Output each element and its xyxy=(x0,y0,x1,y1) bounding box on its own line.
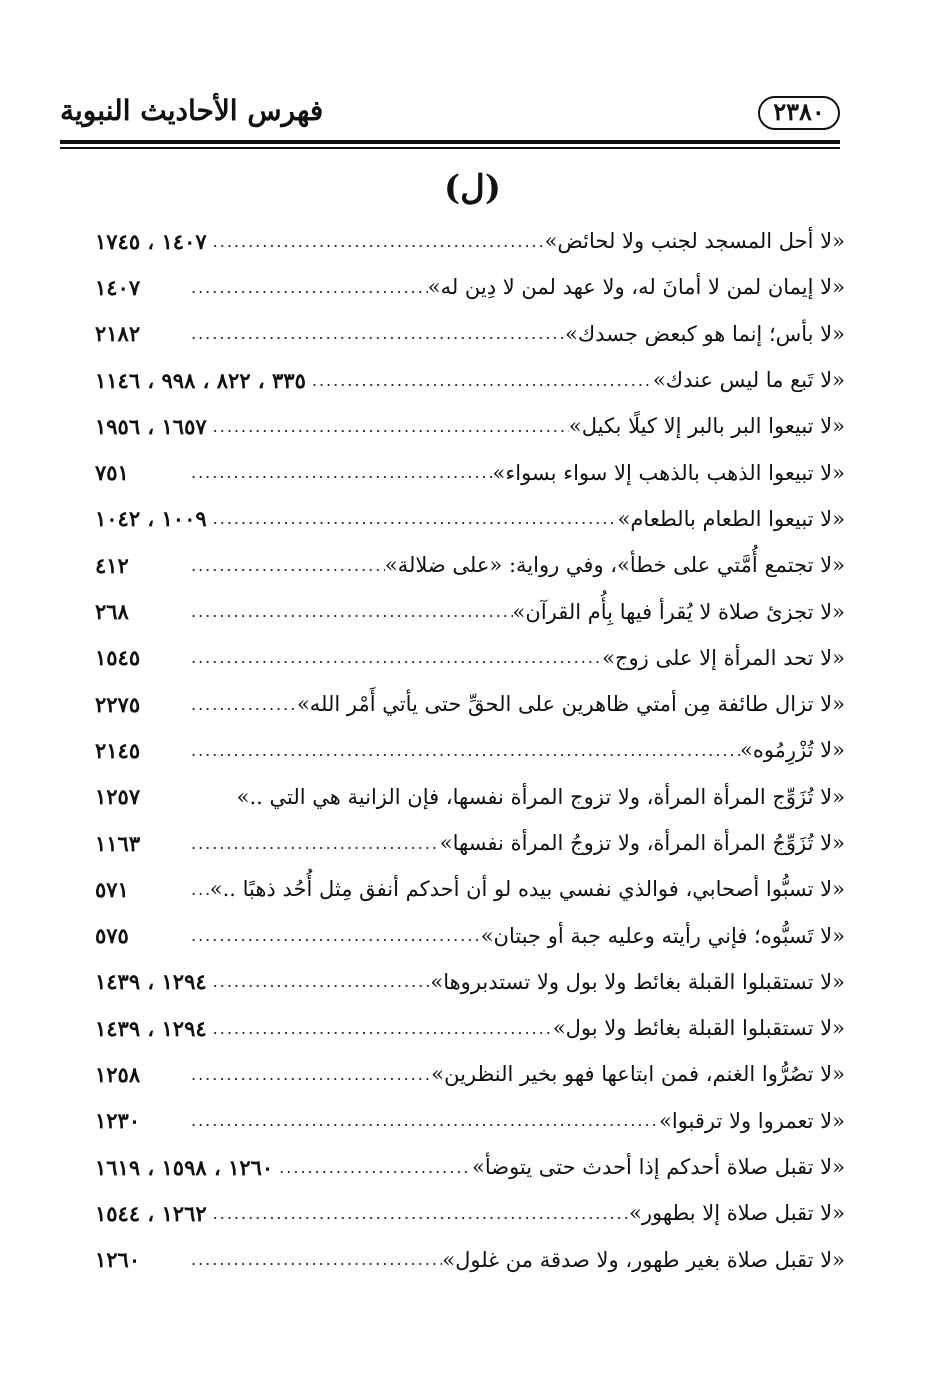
hadith-text: «لا تستقبلوا القبلة بغائط ولا بول ولا تستدبروها» xyxy=(430,969,845,994)
page-references: ١٢٥٧ xyxy=(95,784,141,810)
page-references: ١٢٣٠ xyxy=(95,1108,141,1134)
hadith-text: «لا تزال طائفة مِن أمتي ظاهرين على الحقِّ حتى يأتي أَمْر الله» xyxy=(296,692,845,717)
index-entry xyxy=(95,357,845,403)
index-entry xyxy=(95,866,845,912)
index-entry xyxy=(95,264,845,310)
hadith-text: «لا تجتمع أُمَّتي على خطأ»، وفي رواية: «على ضلالة» xyxy=(384,553,845,578)
hadith-text: «لا تقبل صلاة إلا بطهور» xyxy=(629,1201,845,1226)
leader-dots xyxy=(185,463,493,482)
hadith-text: «لا تُزَوِّجُ المرأة المرأة، ولا تزوجُ المرأة نفسها» xyxy=(439,831,845,855)
hadith-text: «لا تقبل صلاة بغير طهور، ولا صدقة من غلول» xyxy=(442,1247,845,1272)
index-entry xyxy=(95,774,845,820)
page-header xyxy=(60,92,840,142)
hadith-text: «لا تُزْرِمُوه» xyxy=(739,738,845,763)
index-entry xyxy=(95,635,845,681)
page-references: ٥٧١ xyxy=(95,876,129,902)
hadith-text: «لا بأس؛ إنما هو كبعض جسدك» xyxy=(565,321,845,346)
page-references: ١٢٥٨ xyxy=(95,1061,141,1087)
index-entry xyxy=(95,218,845,264)
leader-dots xyxy=(207,509,618,528)
hadith-text: «لا تبيعوا البر بالبر إلا كيلًا بكيل» xyxy=(568,414,845,439)
hadith-text: «لا تجزئ صلاة لا يُقرأ فيها بِأُم القرآن» xyxy=(512,599,845,624)
hadith-text: «لا تعمروا ولا ترقبوا» xyxy=(659,1108,845,1133)
hadith-text: «لا تُزَوِّج المرأة المرأة، ولا تزوج المرأة نفسها، فإن الزانية هي التي ..» xyxy=(236,784,845,809)
index-entry xyxy=(95,542,845,588)
leader-dots xyxy=(185,741,740,760)
page-references: ٢١٨٢ xyxy=(95,321,141,347)
index-entry xyxy=(95,1190,845,1236)
hadith-index-list xyxy=(95,218,845,1283)
hadith-text: «لا أحل المسجد لجنب ولا لحائض» xyxy=(544,229,845,254)
leader-dots xyxy=(207,417,569,436)
index-entry xyxy=(95,1237,845,1283)
leader-dots xyxy=(185,556,385,575)
page-references: ٢٢٧٥ xyxy=(95,691,141,717)
leader-dots xyxy=(185,1065,431,1084)
leader-dots xyxy=(185,1111,659,1130)
page-references: ١٠٠٩ ، ١٠٤٢ xyxy=(95,506,207,532)
page-references: ١٥٤٥ xyxy=(95,645,141,671)
leader-dots xyxy=(185,1250,442,1269)
leader-dots xyxy=(207,1019,553,1038)
index-entry xyxy=(95,1005,845,1051)
page-number-badge: ٢٣٨٠ xyxy=(758,96,840,130)
leader-dots xyxy=(185,324,565,343)
leader-dots xyxy=(185,880,210,899)
page-references: ١٢٦٢ ، ١٥٤٤ xyxy=(95,1200,207,1226)
index-entry xyxy=(95,588,845,634)
page-references: ٢١٤٥ xyxy=(95,737,141,763)
page-references: ١٤٠٧ ، ١٧٤٥ xyxy=(95,228,207,254)
index-entry xyxy=(95,681,845,727)
page-references: ١٢٩٤ ، ١٤٣٩ xyxy=(95,1015,207,1041)
page-references: ٢٦٨ xyxy=(95,599,129,625)
leader-dots xyxy=(185,834,440,853)
page-references: ١٦٥٧ ، ١٩٥٦ xyxy=(95,413,207,439)
leader-dots xyxy=(207,1204,629,1223)
page-references: ١٢٦٠ ، ١٥٩٨ ، ١٦١٩ xyxy=(95,1154,274,1180)
index-entry xyxy=(95,1051,845,1097)
page-references: ١١٦٣ xyxy=(95,830,141,856)
hadith-text: «لا تستقبلوا القبلة بغائط ولا بول» xyxy=(552,1016,845,1041)
page-references: ٣٣٥ ، ٨٢٢ ، ٩٩٨ ، ١١٤٦ xyxy=(95,367,306,393)
index-entry xyxy=(95,449,845,495)
header-rule-thin xyxy=(60,147,840,149)
index-entry xyxy=(95,820,845,866)
leader-dots xyxy=(185,926,481,945)
hadith-text: «لا تبيعوا الذهب بالذهب إلا سواء بسواء» xyxy=(492,460,845,485)
leader-dots xyxy=(207,972,431,991)
hadith-text: «لا تصُرُّوا الغنم، فمن ابتاعها فهو بخير النظرين» xyxy=(431,1062,845,1087)
leader-dots xyxy=(185,602,513,621)
index-entry xyxy=(95,403,845,449)
page-references: ٤١٢ xyxy=(95,552,129,578)
header-rule-thick xyxy=(60,140,840,144)
hadith-text: «لا تسبُّوا أصحابي، فوالذي نفسي بيده لو أن أحدكم أنفق مِثل أُحُد ذهبًا ..» xyxy=(209,877,845,902)
leader-dots xyxy=(273,1158,472,1177)
hadith-text: «لا تَسبُّوه؛ فإني رأيته وعليه جبة أو جبتان» xyxy=(480,923,845,948)
page-references: ٧٥١ xyxy=(95,460,129,486)
index-entry xyxy=(95,1144,845,1190)
leader-dots xyxy=(185,648,602,667)
index-entry xyxy=(95,912,845,958)
leader-dots xyxy=(185,278,428,297)
page-references: ١٢٦٠ xyxy=(95,1247,141,1273)
leader-dots xyxy=(185,695,297,714)
index-entry xyxy=(95,727,845,773)
index-entry xyxy=(95,311,845,357)
page-references: ٥٧٥ xyxy=(95,923,129,949)
index-entry xyxy=(95,496,845,542)
section-heading: (ل) xyxy=(444,168,501,208)
page-references: ١٤٠٧ xyxy=(95,274,141,300)
index-entry xyxy=(95,959,845,1005)
hadith-text: «لا تَبع ما ليس عندك» xyxy=(652,368,845,393)
hadith-text: «لا تحد المرأة إلا على زوج» xyxy=(602,645,845,670)
leader-dots xyxy=(207,232,545,251)
running-title: فهرس الأحاديث النبوية xyxy=(60,94,324,127)
index-entry xyxy=(95,1098,845,1144)
hadith-text: «لا تبيعوا الطعام بالطعام» xyxy=(617,506,845,531)
page-references: ١٢٩٤ ، ١٤٣٩ xyxy=(95,969,207,995)
hadith-text: «لا إيمان لمن لا أمانَ له، ولا عهد لمن لا دِين له» xyxy=(427,275,845,300)
leader-dots xyxy=(306,371,653,390)
hadith-text: «لا تقبل صلاة أحدكم إذا أحدث حتى يتوضأ» xyxy=(472,1155,845,1180)
